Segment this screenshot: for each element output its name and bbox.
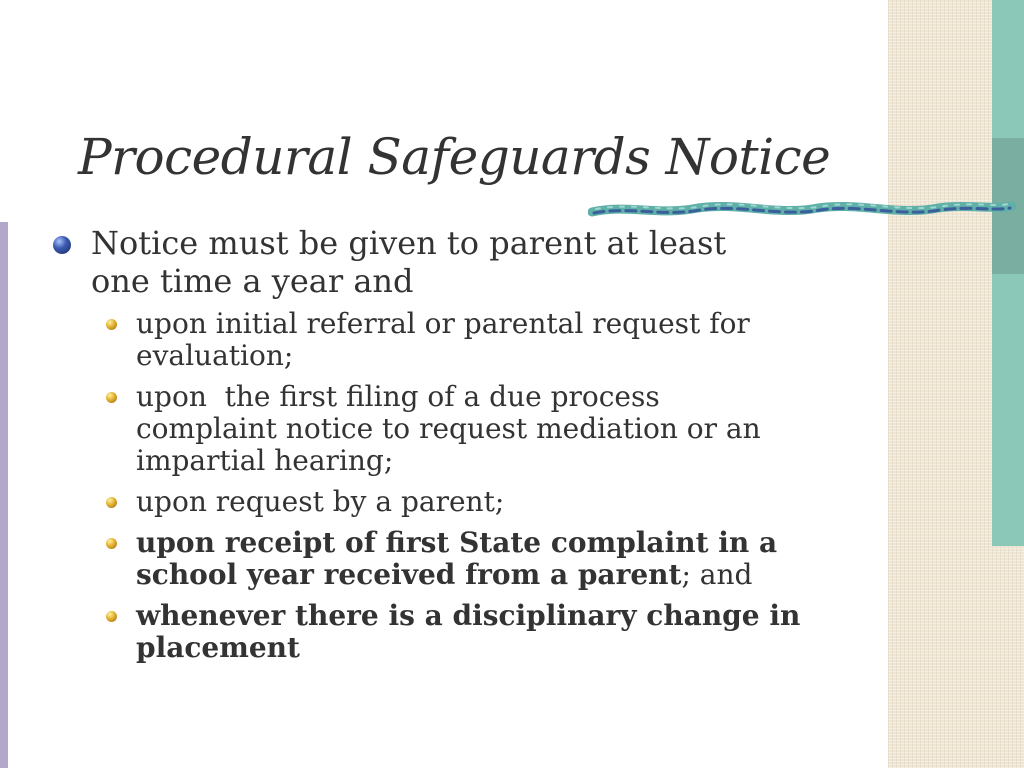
gold-sphere-bullet-icon (106, 497, 117, 508)
sub-bullet-tail-text: ; and (681, 558, 753, 591)
main-bullet-line-2: one time a year and (91, 262, 414, 300)
gold-sphere-bullet-icon (106, 538, 117, 549)
gold-sphere-bullet-icon (106, 319, 117, 330)
sub-bullet-item (136, 381, 898, 477)
gold-sphere-bullet-icon (106, 611, 117, 622)
sub-bullet-text: evaluation; (136, 339, 294, 372)
sub-bullet-bold-text: placement (136, 631, 300, 664)
main-bullet-line-1: Notice must be given to parent at least (91, 224, 727, 262)
left-accent-bar (0, 222, 8, 768)
sub-bullet-text: impartial hearing; (136, 444, 394, 477)
sub-bullet-bold-text: upon receipt of first State complaint in a (136, 526, 778, 559)
sub-bullet-text: upon initial referral or parental request for (136, 307, 750, 340)
sub-bullet-bold-text: school year received from a parent (136, 558, 682, 591)
sub-bullet-item (136, 486, 898, 518)
sub-bullet-item (136, 308, 898, 372)
main-bullet-item (50, 224, 898, 300)
sub-bullet-text: upon request by a parent; (136, 485, 505, 518)
sub-bullet-text: upon the first filing of a due process (136, 380, 660, 413)
slide-title: Procedural Safeguards Notice (78, 128, 831, 186)
sub-bullet-item (136, 600, 898, 664)
title-underline-swoosh (588, 196, 1016, 224)
sub-bullet-bold-text: whenever there is a disciplinary change in (136, 599, 801, 632)
blue-sphere-bullet-icon (53, 236, 71, 254)
sub-bullet-item (136, 527, 898, 591)
sub-bullet-text: complaint notice to request mediation or an (136, 412, 761, 445)
slide-body (50, 224, 898, 673)
gold-sphere-bullet-icon (106, 392, 117, 403)
